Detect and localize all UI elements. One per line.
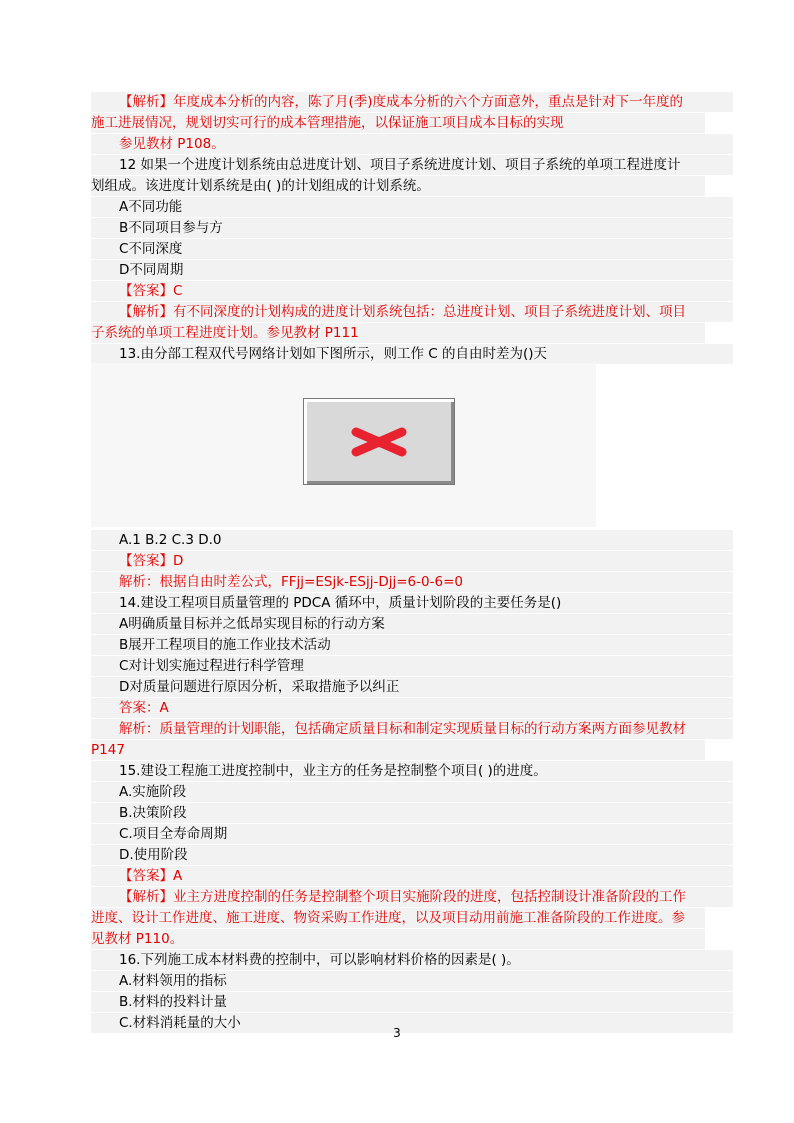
option-16-b: B.材料的投料计量 <box>91 992 733 1012</box>
option-15-a: A.实施阶段 <box>91 782 733 802</box>
analysis-12-line1: 【解析】有不同深度的计划构成的进度计划系统包括：总进度计划、项目子系统进度计划、项目 <box>91 302 733 322</box>
option-15-b: B.决策阶段 <box>91 803 733 823</box>
question-12-line1: 12 如果一个进度计划系统由总进度计划、项目子系统进度计划、项目子系统的单项工程进度计 <box>91 155 733 175</box>
option-12-c: C不同深度 <box>91 239 733 259</box>
option-14-b: B展开工程项目的施工作业技术活动 <box>91 635 733 655</box>
option-14-d: D对质量问题进行原因分析，采取措施予以纠正 <box>91 677 733 697</box>
analysis-15-line1: 【解析】业主方进度控制的任务是控制整个项目实施阶段的进度，包括控制设计准备阶段的工作 <box>91 887 733 907</box>
page-number: 3 <box>393 1026 401 1040</box>
option-15-c: C.项目全寿命周期 <box>91 824 733 844</box>
question-15: 15.建设工程施工进度控制中，业主方的任务是控制整个项目( )的进度。 <box>91 761 733 781</box>
analysis-15-line2: 进度、设计工作进度、施工进度、物资采购工作进度，以及项目动用前施工准备阶段的工作进度。参 <box>91 908 705 928</box>
question-13: 13.由分部工程双代号网络计划如下图所示，则工作 C 的自由时差为()天 <box>91 344 733 364</box>
answer-15: 【答案】A <box>91 866 733 886</box>
option-15-d: D.使用阶段 <box>91 845 733 865</box>
option-16-a: A.材料领用的指标 <box>91 971 733 991</box>
option-12-b: B不同项目参与方 <box>91 218 733 238</box>
answer-12: 【答案】C <box>91 281 733 301</box>
answer-14: 答案：A <box>91 698 733 718</box>
broken-image-icon <box>303 398 455 485</box>
options-13: A.1 B.2 C.3 D.0 <box>91 530 733 550</box>
answer-13: 【答案】D <box>91 551 733 571</box>
network-diagram-figure <box>91 363 596 527</box>
analysis-13: 解析：根据自由时差公式，FFjj=ESjk-ESjj-Djj=6-0-6=0 <box>91 572 733 592</box>
option-12-d: D不同周期 <box>91 260 733 280</box>
analysis-11-line1: 【解析】年度成本分析的内容，陈了月(季)度成本分析的六个方面意外，重点是针对下一年度的 <box>91 92 733 112</box>
analysis-14-line1: 解析：质量管理的计划职能，包括确定质量目标和制定实现质量目标的行动方案两方面参见教材 <box>91 719 733 739</box>
analysis-11-line2: 施工进展情况，规划切实可行的成本管理措施，以保证施工项目成本目标的实现 <box>91 113 705 133</box>
option-16-c: C.材料消耗量的大小 <box>91 1013 733 1033</box>
option-12-a: A不同功能 <box>91 197 733 217</box>
question-14: 14.建设工程项目质量管理的 PDCA 循环中，质量计划阶段的主要任务是() <box>91 593 733 613</box>
option-14-c: C对计划实施过程进行科学管理 <box>91 656 733 676</box>
analysis-11-ref: 参见教材 P108。 <box>91 134 733 154</box>
question-16: 16.下列施工成本材料费的控制中，可以影响材料价格的因素是( )。 <box>91 950 733 970</box>
analysis-14-line2: P147 <box>91 740 705 760</box>
question-12-line2: 划组成。该进度计划系统是由( )的计划组成的计划系统。 <box>91 176 705 196</box>
analysis-12-line2: 子系统的单项工程进度计划。参见教材 P111 <box>91 323 705 343</box>
option-14-a: A明确质量目标并之低昂实现目标的行动方案 <box>91 614 733 634</box>
analysis-15-line3: 见教材 P110。 <box>91 929 705 949</box>
